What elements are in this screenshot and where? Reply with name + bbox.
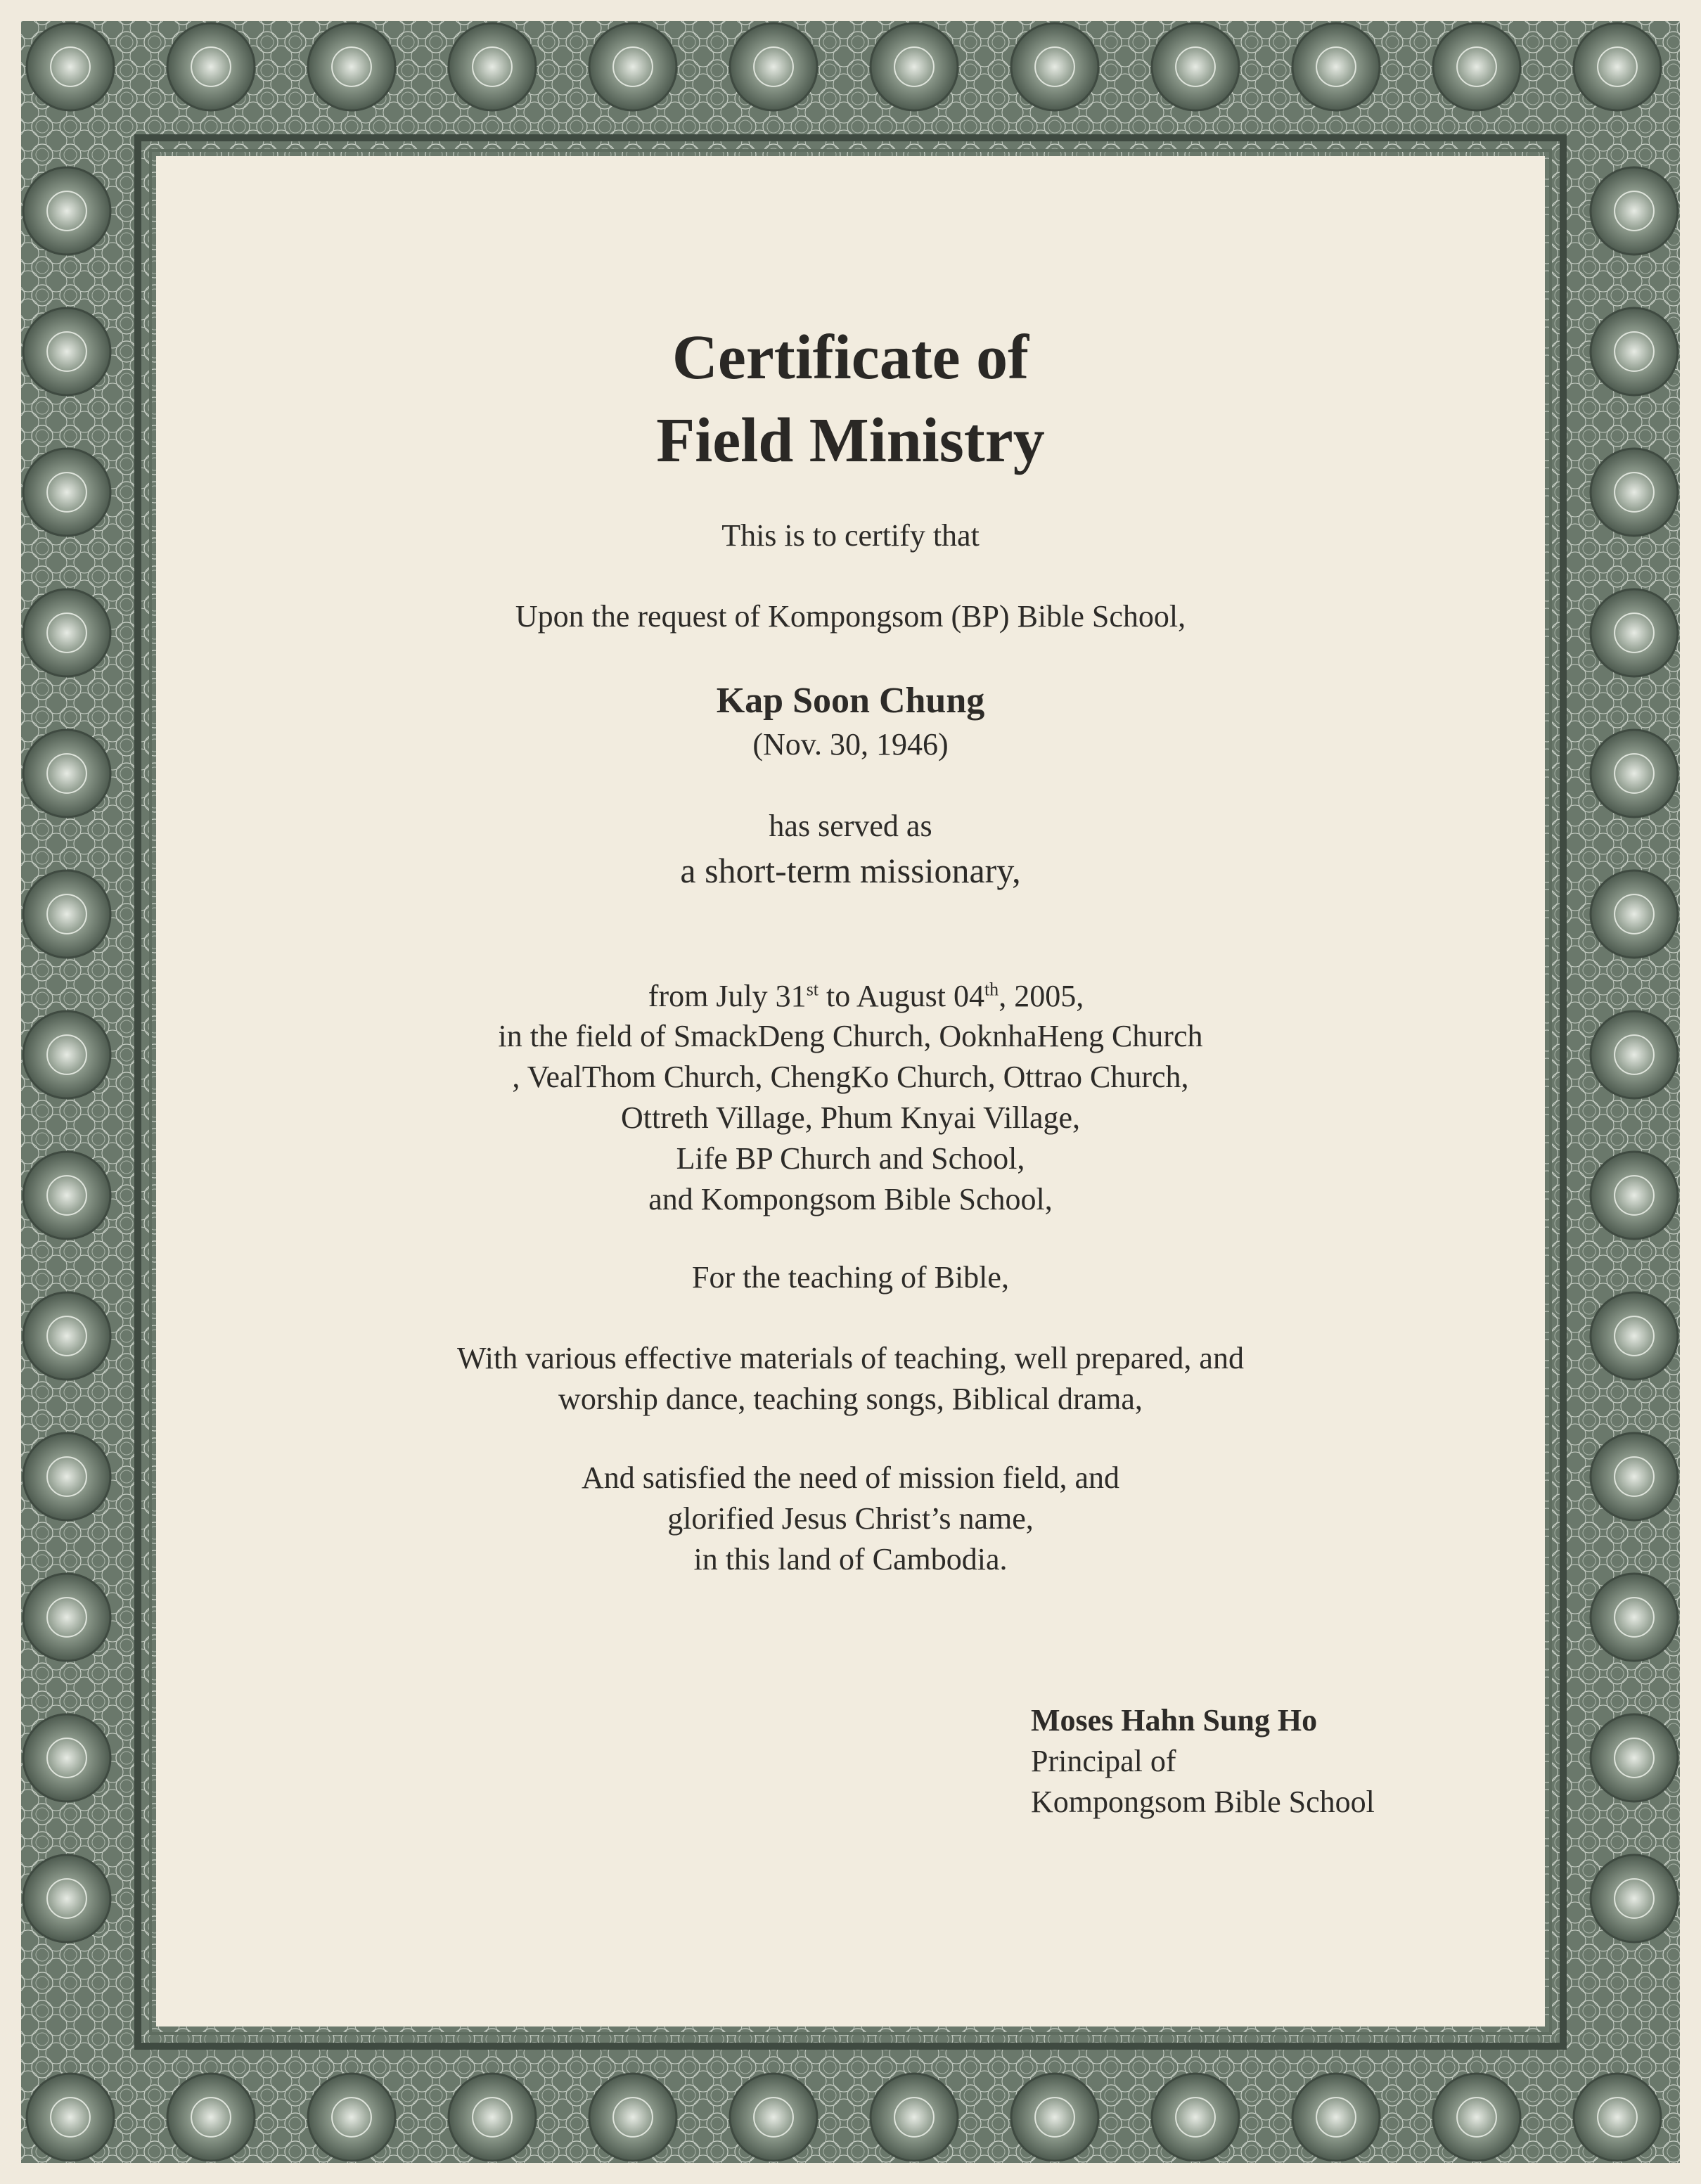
request-text: Upon the request of Kompongsom (BP) Bible School,: [515, 599, 1186, 634]
border-scallop: [23, 1574, 110, 1661]
role-text: a short-term missionary,: [680, 851, 1021, 890]
border-scallop: [27, 23, 114, 110]
field-line: Ottreth Village, Phum Knyai Village,: [621, 1100, 1080, 1135]
closing-line: And satisfied the need of mission field, and: [582, 1460, 1119, 1495]
border-scallop: [23, 167, 110, 255]
border-scallop: [871, 23, 958, 110]
border-scallop: [1011, 23, 1098, 110]
border-scallop: [1152, 23, 1239, 110]
border-scallop: [167, 2074, 255, 2161]
title-line-1: Certificate of: [672, 323, 1029, 392]
dates-middle: to August 04: [819, 979, 984, 1013]
closing-line: in this land of Cambodia.: [693, 1542, 1008, 1576]
border-scallop: [308, 23, 395, 110]
border-scallop: [1011, 2074, 1098, 2161]
signatory-title-2: Kompongsom Bible School: [1031, 1785, 1375, 1819]
field-line: , VealThom Church, ChengKo Church, Ottrao Church,: [512, 1060, 1189, 1094]
border-scallop: [167, 23, 255, 110]
recipient-birth: (Nov. 30, 1946): [752, 727, 949, 762]
certify-text: This is to certify that: [721, 518, 980, 553]
border-scallop: [1591, 1574, 1678, 1661]
materials-line: worship dance, teaching songs, Biblical drama,: [558, 1382, 1143, 1416]
border-scallop: [730, 23, 817, 110]
border-scallop: [1292, 23, 1380, 110]
dates-suffix: , 2005,: [999, 979, 1084, 1013]
border-scallop: [1433, 23, 1520, 110]
signatory-title-1: Principal of: [1031, 1744, 1176, 1778]
border-scallop: [589, 2074, 676, 2161]
purpose-text: For the teaching of Bible,: [692, 1260, 1009, 1295]
border-scallop: [1591, 1855, 1678, 1942]
field-line: in the field of SmackDeng Church, OoknhaHeng Church: [498, 1019, 1203, 1053]
border-scallop: [730, 2074, 817, 2161]
border-scallop: [1591, 1714, 1678, 1801]
field-line: Life BP Church and School,: [676, 1141, 1025, 1176]
closing-line: glorified Jesus Christ’s name,: [667, 1501, 1034, 1536]
border-scallop: [27, 2074, 114, 2161]
materials-line: With various effective materials of teaching, well prepared, and: [457, 1341, 1244, 1375]
recipient-name: Kap Soon Chung: [716, 681, 985, 721]
dates-sup-2: th: [984, 979, 999, 1000]
field-line: and Kompongsom Bible School,: [648, 1182, 1053, 1216]
border-scallop: [23, 1714, 110, 1801]
border-scallop: [589, 23, 676, 110]
border-scallop: [1152, 2074, 1239, 2161]
title-line-2: Field Ministry: [656, 406, 1045, 475]
border-scallop: [449, 23, 536, 110]
border-scallop: [308, 2074, 395, 2161]
served-as-text: has served as: [769, 809, 932, 843]
border-scallop: [1591, 167, 1678, 255]
border-scallop: [1574, 23, 1661, 110]
dates-prefix: from July 31: [648, 979, 807, 1013]
border-scallop: [23, 1855, 110, 1942]
border-scallop: [1292, 2074, 1380, 2161]
border-scallop: [1433, 2074, 1520, 2161]
dates-sup-1: st: [806, 979, 819, 1000]
border-scallop: [449, 2074, 536, 2161]
signatory-name: Moses Hahn Sung Ho: [1031, 1703, 1318, 1737]
border-scallop: [871, 2074, 958, 2161]
border-scallop: [1574, 2074, 1661, 2161]
